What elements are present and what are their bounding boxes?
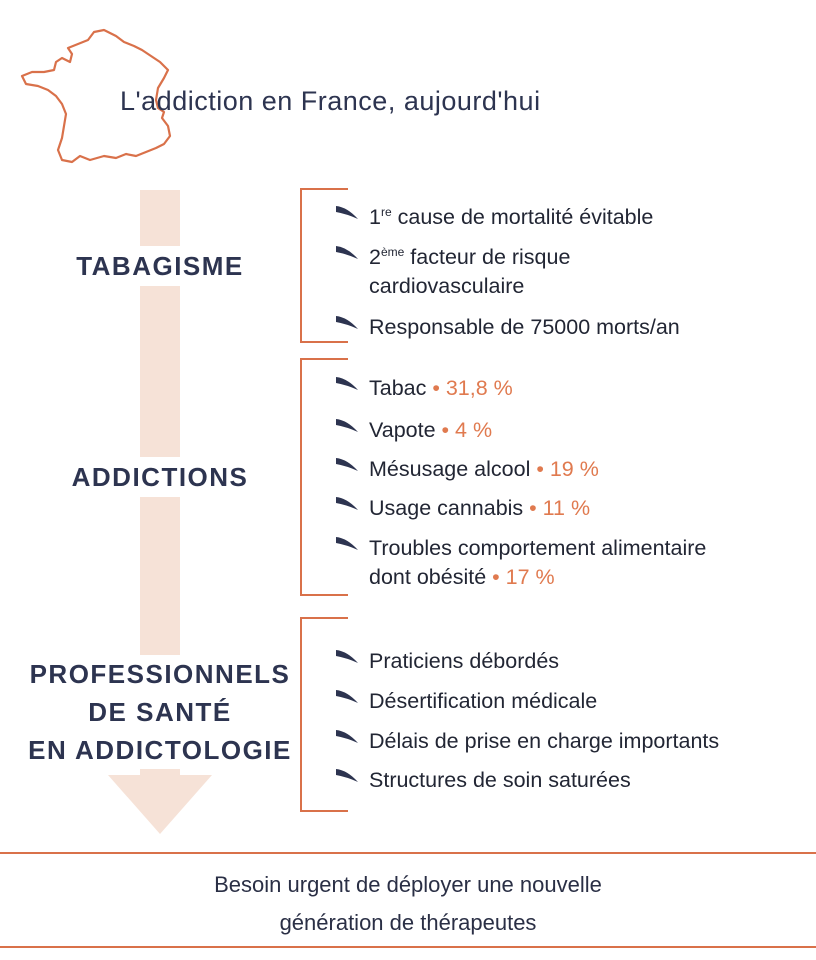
conclusion-text bbox=[0, 866, 816, 942]
item-text: Tabac • 31,8 % bbox=[369, 376, 513, 400]
list-item bbox=[335, 494, 590, 523]
list-item bbox=[335, 534, 706, 592]
list-item bbox=[335, 416, 492, 445]
feather-bullet-icon bbox=[335, 728, 359, 744]
list-item bbox=[335, 203, 653, 232]
item-text: Vapote • 4 % bbox=[369, 418, 493, 442]
feather-bullet-icon bbox=[335, 314, 359, 330]
item-text: Mésusage alcool • 19 % bbox=[369, 457, 599, 481]
list-item bbox=[335, 313, 680, 342]
section-label-line: DE SANTÉ bbox=[88, 697, 232, 727]
item-text: Praticiens débordés bbox=[369, 649, 560, 673]
item-text: Désertification médicale bbox=[369, 689, 598, 713]
feather-bullet-icon bbox=[335, 648, 359, 664]
feather-bullet-icon bbox=[335, 417, 359, 433]
feather-bullet-icon bbox=[335, 204, 359, 220]
feather-bullet-icon bbox=[335, 244, 359, 260]
item-text: 2ème facteur de risque cardiovasculaire bbox=[369, 244, 571, 298]
list-item bbox=[335, 687, 597, 716]
divider-top bbox=[0, 852, 816, 854]
list-item bbox=[335, 766, 631, 795]
item-text: Usage cannabis • 11 % bbox=[369, 496, 591, 520]
list-item bbox=[335, 727, 719, 756]
list-item bbox=[335, 455, 599, 484]
conclusion-line: génération de thérapeutes bbox=[279, 910, 537, 935]
item-text: 1re cause de mortalité évitable bbox=[369, 204, 654, 229]
feather-bullet-icon bbox=[335, 495, 359, 511]
list-item bbox=[335, 647, 559, 676]
conclusion-line: Besoin urgent de déployer une nouvelle bbox=[214, 872, 602, 897]
feather-bullet-icon bbox=[335, 456, 359, 472]
list-item bbox=[335, 374, 513, 403]
list-item bbox=[335, 243, 570, 301]
item-text: Délais de prise en charge importants bbox=[369, 729, 720, 753]
section-label-line: EN ADDICTOLOGIE bbox=[28, 735, 292, 765]
page-title: L'addiction en France, aujourd'hui bbox=[120, 86, 541, 116]
divider-bottom bbox=[0, 946, 816, 948]
section-label-tabagisme: TABAGISME bbox=[60, 246, 260, 286]
section-label-professionnels bbox=[10, 655, 310, 769]
item-text: Responsable de 75000 morts/an bbox=[369, 315, 680, 339]
section-label-addictions: ADDICTIONS bbox=[40, 457, 280, 497]
item-text: Structures de soin saturées bbox=[369, 768, 631, 792]
feather-bullet-icon bbox=[335, 767, 359, 783]
feather-bullet-icon bbox=[335, 688, 359, 704]
item-text: Troubles comportement alimentaire dont obésité • 17 % bbox=[369, 536, 707, 589]
section-label-line: PROFESSIONNELS bbox=[29, 659, 291, 689]
feather-bullet-icon bbox=[335, 375, 359, 391]
feather-bullet-icon bbox=[335, 535, 359, 551]
